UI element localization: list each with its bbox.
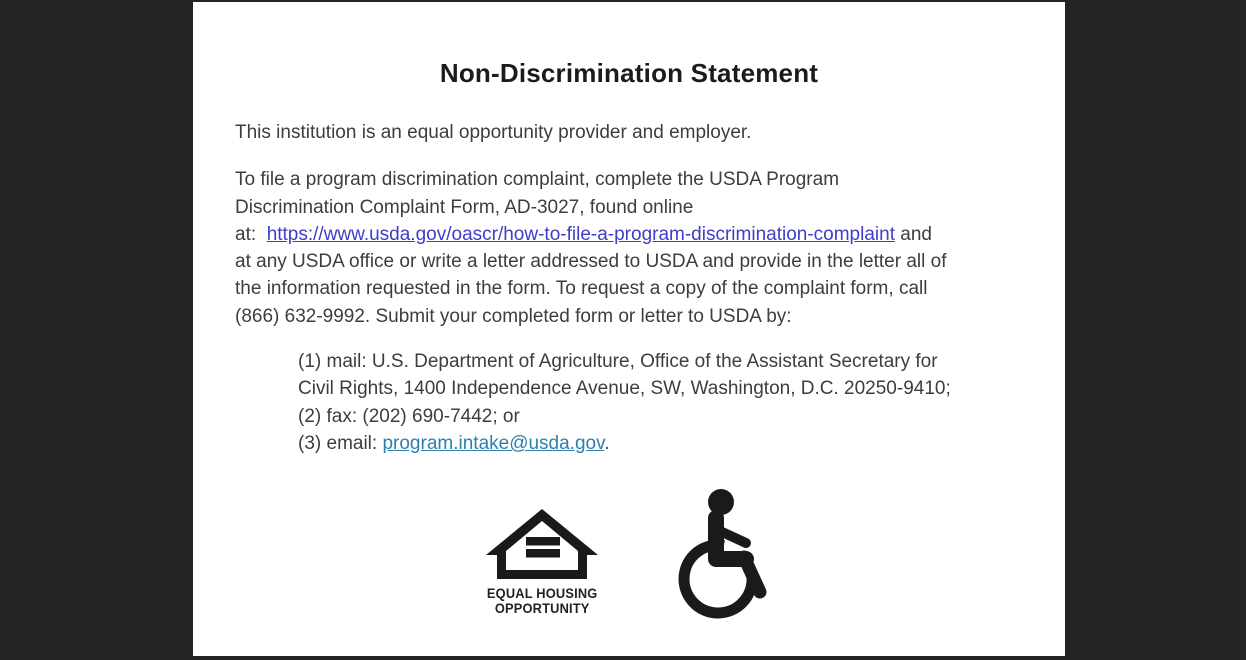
document-page [193, 2, 1065, 656]
complaint-form-link[interactable]: https://www.usda.gov/oascr/how-to-file-a-program-discrimination-complaint [266, 223, 895, 245]
text-line: Discrimination Complaint Form, AD-3027, found online [235, 196, 694, 218]
equal-housing-logo [484, 507, 600, 616]
text-line: the information requested in the form. To request a copy of the complaint form, call [235, 278, 928, 300]
wheelchair-accessibility-icon [670, 487, 774, 627]
text-segment: and [894, 223, 932, 245]
page-title: Non-Discrimination Statement [439, 58, 819, 88]
text-line: at any USDA office or write a letter addressed to USDA and provide in the letter all of [235, 251, 947, 273]
email-method-line [298, 430, 1065, 457]
complaint-paragraph [235, 166, 1065, 330]
text-line [235, 221, 1065, 248]
text-segment: . [604, 432, 610, 454]
text-line: To file a program discrimination complaint, complete the USDA Program [235, 169, 840, 191]
equal-housing-label [487, 587, 598, 616]
text-line: (866) 632-9992. Submit your completed form or letter to USDA by: [235, 305, 792, 327]
fax-method-line: (2) fax: (202) 690-7442; or [298, 405, 520, 427]
mail-method-line: (1) mail: U.S. Department of Agriculture, Office of the Assistant Secretary for [298, 351, 938, 373]
equal-housing-label-line2: OPPORTUNITY [494, 600, 590, 616]
submission-methods-list [298, 348, 1065, 457]
text-line: This institution is an equal opportunity provider and employer. [235, 122, 752, 143]
intro-paragraph [235, 119, 1065, 146]
text-segment: (3) email: [298, 432, 383, 454]
email-link[interactable]: program.intake@usda.gov [382, 432, 605, 454]
text-segment: at: [235, 223, 267, 245]
logos-row [193, 487, 1065, 627]
equal-housing-house-icon [484, 507, 600, 581]
mail-method-line: Civil Rights, 1400 Independence Avenue, SW, Washington, D.C. 20250-9410; [298, 378, 951, 400]
equal-housing-label-line1: EQUAL HOUSING [486, 586, 598, 602]
document-content [193, 119, 1065, 457]
